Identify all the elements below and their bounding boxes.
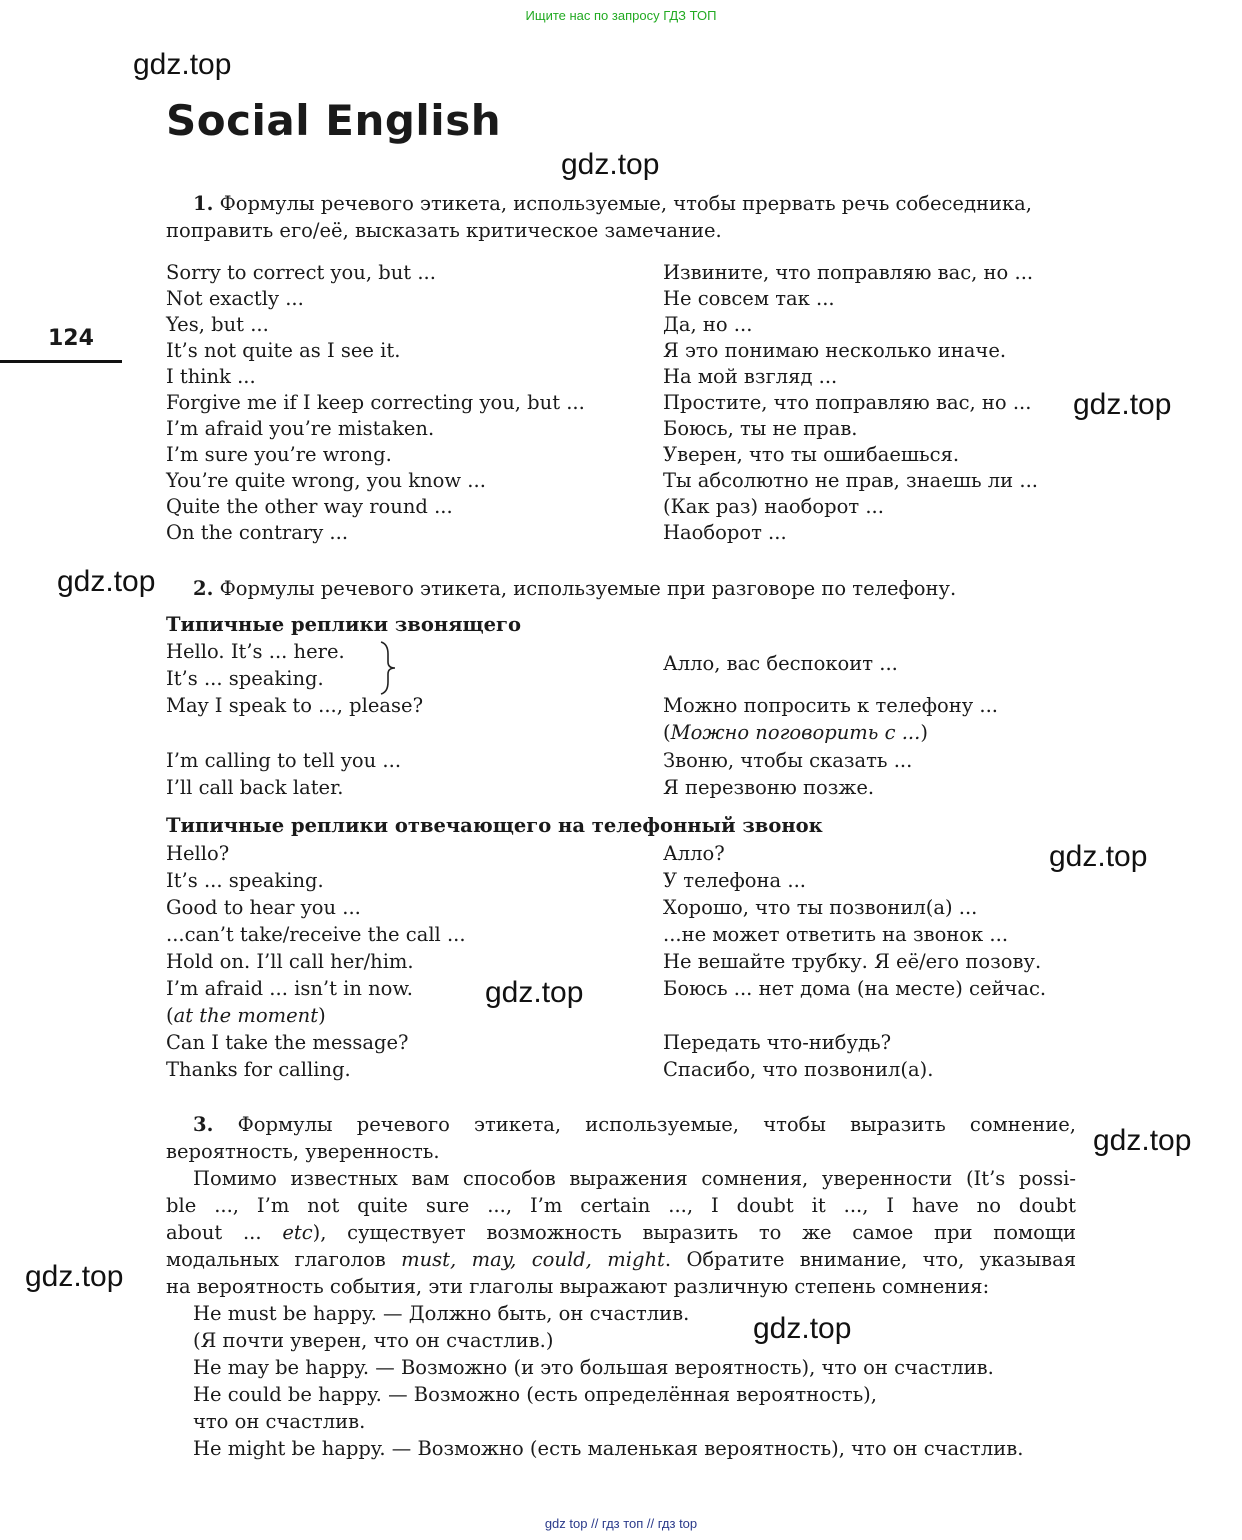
example-line: He may be happy. — Возможно (и это большая вероятность), что он счастлив. [193, 1356, 994, 1379]
paragraph-line [166, 1219, 1076, 1246]
phrase-ru: Хорошо, что ты позвонил(а) ... [663, 896, 978, 919]
phrase-ru: Ты абсолютно не прав, знаешь ли ... [663, 469, 1038, 492]
example-line: He might be happy. — Возможно (есть маленькая вероятность), что он счастлив. [193, 1437, 1024, 1460]
phrase-en: Hello? [166, 842, 230, 865]
phrase-en: It’s ... speaking. [166, 667, 324, 690]
section-3-intro-line-2: вероятность, уверенность. [166, 1140, 440, 1163]
phrase-ru: Можно попросить к телефону ... [663, 694, 998, 717]
page-number: 124 [48, 326, 94, 351]
phrase-ru: На мой взгляд ... [663, 365, 838, 388]
phrase-ru: (Как раз) наоборот ... [663, 495, 884, 518]
phrase-en: May I speak to ..., please? [166, 694, 424, 717]
phrase-en: I think ... [166, 365, 256, 388]
phrase-ru: Алло, вас беспокоит ... [663, 652, 898, 675]
phrase-ru: Не вешайте трубку. Я её/его позову. [663, 950, 1042, 973]
watermark: gdz.top [133, 48, 232, 81]
paragraph-italic: etc [282, 1221, 313, 1244]
phrase-en: Thanks for calling. [166, 1058, 351, 1081]
brace-icon [378, 640, 398, 696]
phrase-ru-alt: (Можно поговорить с ...) [663, 721, 928, 744]
phrase-en: On the contrary ... [166, 521, 349, 544]
answer-russian-column [663, 840, 1046, 1002]
phrase-en: Not exactly ... [166, 287, 304, 310]
watermark: gdz.top [25, 1260, 124, 1293]
phrase-en: I’m calling to tell you ... [166, 749, 402, 772]
phrase-ru: Наоборот ... [663, 521, 787, 544]
phrase-ru: Боюсь ... нет дома (на месте) сейчас. [663, 977, 1047, 1000]
watermark: gdz.top [1093, 1124, 1192, 1157]
phrase-en: Sorry to correct you, but ... [166, 261, 436, 284]
watermark: gdz.top [1049, 840, 1148, 873]
phrase-ru-alt-italic: Можно поговорить с ... [670, 721, 921, 744]
examples-list [193, 1300, 1023, 1462]
phrase-en: I’m afraid you’re mistaken. [166, 417, 435, 440]
watermark: gdz.top [57, 565, 156, 598]
paragraph-line: Помимо известных вам способов выражения сомнения, уверенности (It’s possi- [193, 1167, 1076, 1190]
section-3-intro [193, 1111, 1076, 1138]
paragraph-line [166, 1246, 1076, 1273]
phrase-en: Yes, but ... [166, 313, 269, 336]
paragraph-text: about ... [166, 1221, 283, 1244]
phrase-en: Can I take the message? [166, 1031, 409, 1054]
phrase-en: Hello. It’s ... here. [166, 640, 345, 663]
phrase-en: I’m afraid ... isn’t in now. [166, 977, 413, 1000]
footer-links: gdz top // гдз топ // гдз top [544, 1516, 698, 1531]
phrase-ru: Я это понимаю несколько иначе. [663, 339, 1007, 362]
phrase-en-alt-italic: at the moment [173, 1004, 319, 1027]
paragraph-italic: must, may, could, might [401, 1248, 665, 1271]
phrase-en: Good to hear you ... [166, 896, 361, 919]
phrase-ru: ...не может ответить на звонок ... [663, 923, 1009, 946]
paragraph-line: на вероятность события, эти глаголы выражают различную степень сомнения: [166, 1275, 990, 1298]
section-2-intro [193, 575, 956, 602]
phrase-ru: Простите, что поправляю вас, но ... [663, 391, 1032, 414]
watermark: gdz.top [753, 1312, 852, 1345]
section-1-english-column [166, 260, 585, 546]
paragraph-text: модальных глаголов [166, 1248, 402, 1271]
phrase-ru: Да, но ... [663, 313, 753, 336]
search-banner: Ищите нас по запросу ГДЗ ТОП [525, 8, 717, 23]
example-line: He could be happy. — Возможно (есть определённая вероятность), [193, 1383, 877, 1406]
section-1-russian-column [663, 260, 1038, 546]
phrase-ru: Извините, что поправляю вас, но ... [663, 261, 1034, 284]
watermark: gdz.top [561, 148, 660, 181]
answer-english-column [166, 840, 466, 1029]
phrase-ru: Передать что-нибудь? [663, 1031, 892, 1054]
phrase-ru: У телефона ... [663, 869, 806, 892]
phrase-ru: Спасибо, что позвонил(а). [663, 1058, 934, 1081]
paragraph-line: ble ..., I’m not quite sure ..., I’m certain ..., I doubt it ..., I have no doubt [166, 1194, 1076, 1217]
section-3-intro-line-1: Формулы речевого этикета, используемые, чтобы выразить сомнение, [237, 1113, 1077, 1136]
watermark: gdz.top [1073, 388, 1172, 421]
paragraph-text: ), существует возможность выразить то же самое при помощи [312, 1221, 1076, 1244]
paragraph-text: . Обратите внимание, что, указывая [664, 1248, 1077, 1271]
phrase-en: I’ll call back later. [166, 776, 344, 799]
example-line: He must be happy. — Должно быть, он счастлив. [193, 1302, 690, 1325]
section-1-intro-line-2: поправить его/её, высказать критическое замечание. [166, 219, 722, 242]
watermark: gdz.top [485, 976, 584, 1009]
phrase-ru: Я перезвоню позже. [663, 776, 875, 799]
example-line: что он счастлив. [193, 1410, 366, 1433]
section-2-intro-text: Формулы речевого этикета, используемые при разговоре по телефону. [219, 577, 957, 600]
phrase-ru: Звоню, чтобы сказать ... [663, 749, 913, 772]
phrase-ru: Боюсь, ты не прав. [663, 417, 858, 440]
section-number: 1. [193, 192, 214, 215]
section-number: 3. [193, 1113, 214, 1136]
phrase-en: Quite the other way round ... [166, 495, 453, 518]
phrase-ru: Уверен, что ты ошибаешься. [663, 443, 960, 466]
phrase-en: Hold on. I’ll call her/him. [166, 950, 414, 973]
phrase-en: I’m sure you’re wrong. [166, 443, 392, 466]
page-title: Social English [166, 96, 502, 145]
phrase-en: ...can’t take/receive the call ... [166, 923, 466, 946]
phrase-en: It’s not quite as I see it. [166, 339, 401, 362]
section-number: 2. [193, 577, 214, 600]
caller-heading: Типичные реплики звонящего [166, 613, 521, 636]
phrase-ru: Алло? [663, 842, 725, 865]
example-line: (Я почти уверен, что он счастлив.) [193, 1329, 554, 1352]
answer-heading: Типичные реплики отвечающего на телефонный звонок [166, 814, 823, 837]
section-1-intro [193, 190, 1032, 217]
phrase-en: Forgive me if I keep correcting you, but ... [166, 391, 585, 414]
section-1-intro-line-1: Формулы речевого этикета, используемые, чтобы прервать речь собеседника, [219, 192, 1032, 215]
phrase-ru: Не совсем так ... [663, 287, 835, 310]
phrase-en: It’s ... speaking. [166, 869, 324, 892]
phrase-en-alt: (at the moment) [166, 1004, 326, 1027]
phrase-en: You’re quite wrong, you know ... [166, 469, 486, 492]
page-number-rule [0, 360, 122, 363]
